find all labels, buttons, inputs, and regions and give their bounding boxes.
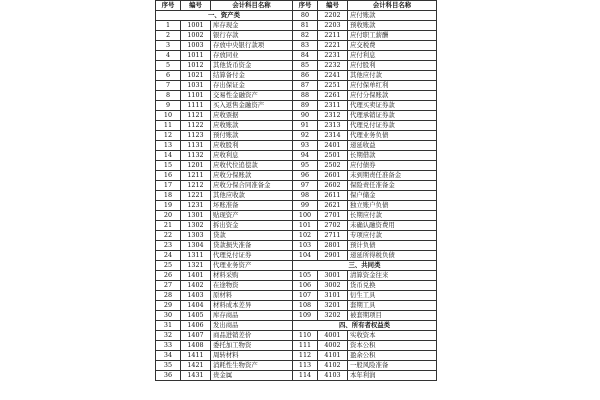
seq-cell-right: 102 <box>293 231 318 241</box>
seq-cell-right: 92 <box>293 131 318 141</box>
table-row <box>156 41 437 51</box>
name-cell-left: 周转材料 <box>211 351 293 361</box>
table-row <box>156 271 437 281</box>
seq-cell-right: 80 <box>293 11 318 21</box>
table-row <box>156 231 437 241</box>
name-cell-left: 其他应收款 <box>211 191 293 201</box>
code-cell-right: 4002 <box>318 341 348 351</box>
name-cell-right: 套期工具 <box>348 301 437 311</box>
seq-cell-left: 23 <box>156 241 181 251</box>
seq-cell-right: 82 <box>293 31 318 41</box>
name-cell-right: 其他应付款 <box>348 71 437 81</box>
seq-cell-right: 90 <box>293 111 318 121</box>
name-cell-right: 专项应付款 <box>348 231 437 241</box>
name-cell-right: 衍生工具 <box>348 291 437 301</box>
name-cell-right: 货币兑换 <box>348 281 437 291</box>
seq-cell-left: 28 <box>156 291 181 301</box>
code-cell-left: 1303 <box>181 231 211 241</box>
table-row <box>156 331 437 341</box>
code-cell-right: 2601 <box>318 171 348 181</box>
name-cell-right: 实收资本 <box>348 331 437 341</box>
name-cell-left: 拆出资金 <box>211 221 293 231</box>
code-cell-left: 1411 <box>181 351 211 361</box>
code-cell-right: 2211 <box>318 31 348 41</box>
seq-cell-right: 97 <box>293 181 318 191</box>
name-cell-left: 库存现金 <box>211 21 293 31</box>
name-cell-right: 独立账户负债 <box>348 201 437 211</box>
seq-cell-left: 12 <box>156 131 181 141</box>
code-cell-right: 2312 <box>318 111 348 121</box>
seq-cell-right: 110 <box>293 331 318 341</box>
table-row <box>156 291 437 301</box>
seq-cell-right: 104 <box>293 251 318 261</box>
seq-cell-right: 88 <box>293 91 318 101</box>
seq-cell-right: 113 <box>293 361 318 371</box>
seq-cell-left: 35 <box>156 361 181 371</box>
seq-cell-left: 34 <box>156 351 181 361</box>
seq-cell-left: 9 <box>156 101 181 111</box>
code-cell-right: 2311 <box>318 101 348 111</box>
name-cell-left: 应收分保账款 <box>211 171 293 181</box>
table-row <box>156 81 437 91</box>
table-row <box>156 181 437 191</box>
code-cell-right: 2401 <box>318 141 348 151</box>
code-cell-right: 2711 <box>318 231 348 241</box>
table-row <box>156 121 437 131</box>
name-cell-right: 应付保单红利 <box>348 81 437 91</box>
name-cell-right: 保险责任准备金 <box>348 181 437 191</box>
table-row <box>156 11 437 21</box>
code-cell-right: 4102 <box>318 361 348 371</box>
code-cell-left: 1001 <box>181 21 211 31</box>
seq-cell-right: 114 <box>293 371 318 381</box>
table-row <box>156 51 437 61</box>
seq-cell-left: 33 <box>156 341 181 351</box>
name-cell-left: 应收分保合同准备金 <box>211 181 293 191</box>
table-row <box>156 341 437 351</box>
name-cell-left: 代理兑付证券 <box>211 251 293 261</box>
code-cell-right: 2701 <box>318 211 348 221</box>
name-cell-left: 坏账准备 <box>211 201 293 211</box>
seq-cell-left: 31 <box>156 321 181 331</box>
seq-cell-right: 112 <box>293 351 318 361</box>
name-cell-right: 预计负债 <box>348 241 437 251</box>
name-cell-left: 交易性金融资产 <box>211 91 293 101</box>
code-cell-left: 1111 <box>181 101 211 111</box>
name-cell-left: 结算备付金 <box>211 71 293 81</box>
code-cell-left: 1407 <box>181 331 211 341</box>
header-seq-left: 序号 <box>156 1 181 11</box>
seq-cell-right: 91 <box>293 121 318 131</box>
seq-cell-left: 3 <box>156 41 181 51</box>
table-row <box>156 191 437 201</box>
code-cell-right: 2203 <box>318 21 348 31</box>
code-cell-right: 4001 <box>318 331 348 341</box>
name-cell-left: 应收利息 <box>211 151 293 161</box>
header-row <box>156 1 437 11</box>
table-row <box>156 301 437 311</box>
seq-cell-left: 5 <box>156 61 181 71</box>
table-row <box>156 161 437 171</box>
name-cell-right: 长期借款 <box>348 151 437 161</box>
seq-cell-right: 89 <box>293 101 318 111</box>
seq-cell-right: 103 <box>293 241 318 251</box>
section-heading-right: 三、共同类 <box>293 261 437 271</box>
seq-cell-left: 18 <box>156 191 181 201</box>
name-cell-left: 在途物资 <box>211 281 293 291</box>
code-cell-left: 1431 <box>181 371 211 381</box>
code-cell-left: 1212 <box>181 181 211 191</box>
seq-cell-left: 11 <box>156 121 181 131</box>
name-cell-right: 应付职工薪酬 <box>348 31 437 41</box>
code-cell-right: 2313 <box>318 121 348 131</box>
code-cell-right: 2901 <box>318 251 348 261</box>
seq-cell-right: 95 <box>293 161 318 171</box>
seq-cell-right: 98 <box>293 191 318 201</box>
code-cell-right: 2221 <box>318 41 348 51</box>
seq-cell-left: 10 <box>156 111 181 121</box>
seq-cell-right: 105 <box>293 271 318 281</box>
name-cell-right: 本年利润 <box>348 371 437 381</box>
code-cell-left: 1405 <box>181 311 211 321</box>
name-cell-left: 贵金属 <box>211 371 293 381</box>
header-name-left: 会计科目名称 <box>211 1 293 11</box>
seq-cell-right: 93 <box>293 141 318 151</box>
code-cell-right: 2621 <box>318 201 348 211</box>
name-cell-right: 保户储金 <box>348 191 437 201</box>
table-row <box>156 281 437 291</box>
seq-cell-left: 17 <box>156 181 181 191</box>
table-row <box>156 311 437 321</box>
code-cell-left: 1031 <box>181 81 211 91</box>
code-cell-right: 3101 <box>318 291 348 301</box>
table-row <box>156 211 437 221</box>
name-cell-right: 应交税费 <box>348 41 437 51</box>
header-code-right: 编号 <box>318 1 348 11</box>
name-cell-right: 长期应付款 <box>348 211 437 221</box>
name-cell-left: 预付账款 <box>211 131 293 141</box>
name-cell-left: 委托加工物资 <box>211 341 293 351</box>
name-cell-left: 代理业务资产 <box>211 261 293 271</box>
seq-cell-left: 36 <box>156 371 181 381</box>
code-cell-right: 2801 <box>318 241 348 251</box>
seq-cell-left: 26 <box>156 271 181 281</box>
name-cell-right: 未确认融资费用 <box>348 221 437 231</box>
code-cell-right: 3202 <box>318 311 348 321</box>
name-cell-right: 代理买卖证券款 <box>348 101 437 111</box>
seq-cell-right: 87 <box>293 81 318 91</box>
code-cell-left: 1131 <box>181 141 211 151</box>
code-cell-right: 2502 <box>318 161 348 171</box>
code-cell-right: 3001 <box>318 271 348 281</box>
code-cell-right: 2261 <box>318 91 348 101</box>
code-cell-left: 1101 <box>181 91 211 101</box>
name-cell-left: 应收账款 <box>211 121 293 131</box>
code-cell-left: 1401 <box>181 271 211 281</box>
name-cell-left: 贴现资产 <box>211 211 293 221</box>
name-cell-right: 递延所得税负债 <box>348 251 437 261</box>
seq-cell-left: 13 <box>156 141 181 151</box>
seq-cell-left: 30 <box>156 311 181 321</box>
table-row <box>156 351 437 361</box>
seq-cell-left: 15 <box>156 161 181 171</box>
name-cell-left: 应收票据 <box>211 111 293 121</box>
table-row <box>156 261 437 271</box>
seq-cell-right: 94 <box>293 151 318 161</box>
name-cell-right: 应付分保账款 <box>348 91 437 101</box>
seq-cell-right: 100 <box>293 211 318 221</box>
table-row <box>156 321 437 331</box>
code-cell-left: 1121 <box>181 111 211 121</box>
table-row <box>156 61 437 71</box>
table-row <box>156 251 437 261</box>
name-cell-left: 商品进销差价 <box>211 331 293 341</box>
name-cell-left: 存放中央银行款项 <box>211 41 293 51</box>
code-cell-left: 1321 <box>181 261 211 271</box>
code-cell-right: 4101 <box>318 351 348 361</box>
code-cell-left: 1402 <box>181 281 211 291</box>
section-heading-left: 一、资产类 <box>156 11 293 21</box>
name-cell-left: 原材料 <box>211 291 293 301</box>
table-row <box>156 131 437 141</box>
code-cell-left: 1122 <box>181 121 211 131</box>
table-row <box>156 371 437 381</box>
seq-cell-left: 1 <box>156 21 181 31</box>
code-cell-right: 3002 <box>318 281 348 291</box>
seq-cell-right: 99 <box>293 201 318 211</box>
name-cell-left: 贷款 <box>211 231 293 241</box>
code-cell-left: 1406 <box>181 321 211 331</box>
name-cell-left: 其他货币资金 <box>211 61 293 71</box>
seq-cell-right: 85 <box>293 61 318 71</box>
seq-cell-right: 86 <box>293 71 318 81</box>
name-cell-right: 代理承销证券款 <box>348 111 437 121</box>
name-cell-left: 存放同业 <box>211 51 293 61</box>
table-row <box>156 171 437 181</box>
seq-cell-left: 6 <box>156 71 181 81</box>
table-row <box>156 201 437 211</box>
table-row <box>156 221 437 231</box>
name-cell-right: 应付账款 <box>348 11 437 21</box>
name-cell-left: 库存商品 <box>211 311 293 321</box>
code-cell-left: 1304 <box>181 241 211 251</box>
name-cell-left: 应收股利 <box>211 141 293 151</box>
seq-cell-right: 83 <box>293 41 318 51</box>
name-cell-right: 资本公积 <box>348 341 437 351</box>
name-cell-right: 应付利息 <box>348 51 437 61</box>
seq-cell-left: 2 <box>156 31 181 41</box>
code-cell-left: 1301 <box>181 211 211 221</box>
table-row <box>156 361 437 371</box>
code-cell-left: 1011 <box>181 51 211 61</box>
accounting-subjects-table <box>155 0 437 381</box>
name-cell-left: 买入返售金融资产 <box>211 101 293 111</box>
code-cell-left: 1132 <box>181 151 211 161</box>
name-cell-left: 存出保证金 <box>211 81 293 91</box>
seq-cell-left: 32 <box>156 331 181 341</box>
table-body <box>156 11 437 381</box>
seq-cell-right: 84 <box>293 51 318 61</box>
section-heading-right: 四、所有者权益类 <box>293 321 437 331</box>
seq-cell-left: 19 <box>156 201 181 211</box>
name-cell-left: 消耗性生物资产 <box>211 361 293 371</box>
seq-cell-right: 108 <box>293 301 318 311</box>
seq-cell-left: 8 <box>156 91 181 101</box>
table-row <box>156 101 437 111</box>
code-cell-left: 1012 <box>181 61 211 71</box>
name-cell-left: 应收代位追偿款 <box>211 161 293 171</box>
code-cell-right: 2702 <box>318 221 348 231</box>
code-cell-right: 2231 <box>318 51 348 61</box>
seq-cell-left: 27 <box>156 281 181 291</box>
code-cell-left: 1302 <box>181 221 211 231</box>
seq-cell-left: 22 <box>156 231 181 241</box>
code-cell-left: 1404 <box>181 301 211 311</box>
name-cell-right: 清算资金往来 <box>348 271 437 281</box>
name-cell-right: 应付股利 <box>348 61 437 71</box>
table-row <box>156 31 437 41</box>
name-cell-right: 一般风险准备 <box>348 361 437 371</box>
seq-cell-right: 101 <box>293 221 318 231</box>
code-cell-right: 2501 <box>318 151 348 161</box>
table-row <box>156 91 437 101</box>
header-seq-right: 序号 <box>293 1 318 11</box>
seq-cell-left: 14 <box>156 151 181 161</box>
code-cell-right: 2251 <box>318 81 348 91</box>
table <box>155 0 437 381</box>
seq-cell-left: 25 <box>156 261 181 271</box>
code-cell-left: 1211 <box>181 171 211 181</box>
name-cell-right: 被套期项目 <box>348 311 437 321</box>
code-cell-left: 1221 <box>181 191 211 201</box>
code-cell-left: 1123 <box>181 131 211 141</box>
seq-cell-right: 81 <box>293 21 318 31</box>
name-cell-left: 发出商品 <box>211 321 293 331</box>
seq-cell-left: 29 <box>156 301 181 311</box>
name-cell-left: 材料成本差异 <box>211 301 293 311</box>
name-cell-left: 银行存款 <box>211 31 293 41</box>
seq-cell-right: 96 <box>293 171 318 181</box>
table-row <box>156 111 437 121</box>
name-cell-right: 未到期责任准备金 <box>348 171 437 181</box>
table-row <box>156 151 437 161</box>
code-cell-right: 2202 <box>318 11 348 21</box>
seq-cell-right: 107 <box>293 291 318 301</box>
seq-cell-right: 106 <box>293 281 318 291</box>
code-cell-right: 3201 <box>318 301 348 311</box>
code-cell-right: 2611 <box>318 191 348 201</box>
table-row <box>156 71 437 81</box>
seq-cell-left: 21 <box>156 221 181 231</box>
name-cell-right: 盈余公积 <box>348 351 437 361</box>
header-name-right: 会计科目名称 <box>348 1 437 11</box>
seq-cell-left: 16 <box>156 171 181 181</box>
table-row <box>156 21 437 31</box>
code-cell-left: 1021 <box>181 71 211 81</box>
name-cell-right: 代理兑付证券款 <box>348 121 437 131</box>
code-cell-right: 2314 <box>318 131 348 141</box>
code-cell-right: 2232 <box>318 61 348 71</box>
name-cell-right: 预收账款 <box>348 21 437 31</box>
seq-cell-left: 4 <box>156 51 181 61</box>
code-cell-left: 1201 <box>181 161 211 171</box>
seq-cell-right: 111 <box>293 341 318 351</box>
code-cell-right: 2241 <box>318 71 348 81</box>
seq-cell-left: 24 <box>156 251 181 261</box>
code-cell-right: 4103 <box>318 371 348 381</box>
code-cell-left: 1421 <box>181 361 211 371</box>
code-cell-left: 1003 <box>181 41 211 51</box>
code-cell-left: 1002 <box>181 31 211 41</box>
name-cell-right: 代理业务负债 <box>348 131 437 141</box>
name-cell-left: 贷款损失准备 <box>211 241 293 251</box>
header-code-left: 编号 <box>181 1 211 11</box>
name-cell-left: 材料采购 <box>211 271 293 281</box>
code-cell-left: 1408 <box>181 341 211 351</box>
seq-cell-right: 109 <box>293 311 318 321</box>
code-cell-left: 1311 <box>181 251 211 261</box>
seq-cell-left: 7 <box>156 81 181 91</box>
table-row <box>156 141 437 151</box>
code-cell-right: 2602 <box>318 181 348 191</box>
name-cell-right: 递延收益 <box>348 141 437 151</box>
table-row <box>156 241 437 251</box>
code-cell-left: 1231 <box>181 201 211 211</box>
seq-cell-left: 20 <box>156 211 181 221</box>
code-cell-left: 1403 <box>181 291 211 301</box>
name-cell-right: 应付债券 <box>348 161 437 171</box>
